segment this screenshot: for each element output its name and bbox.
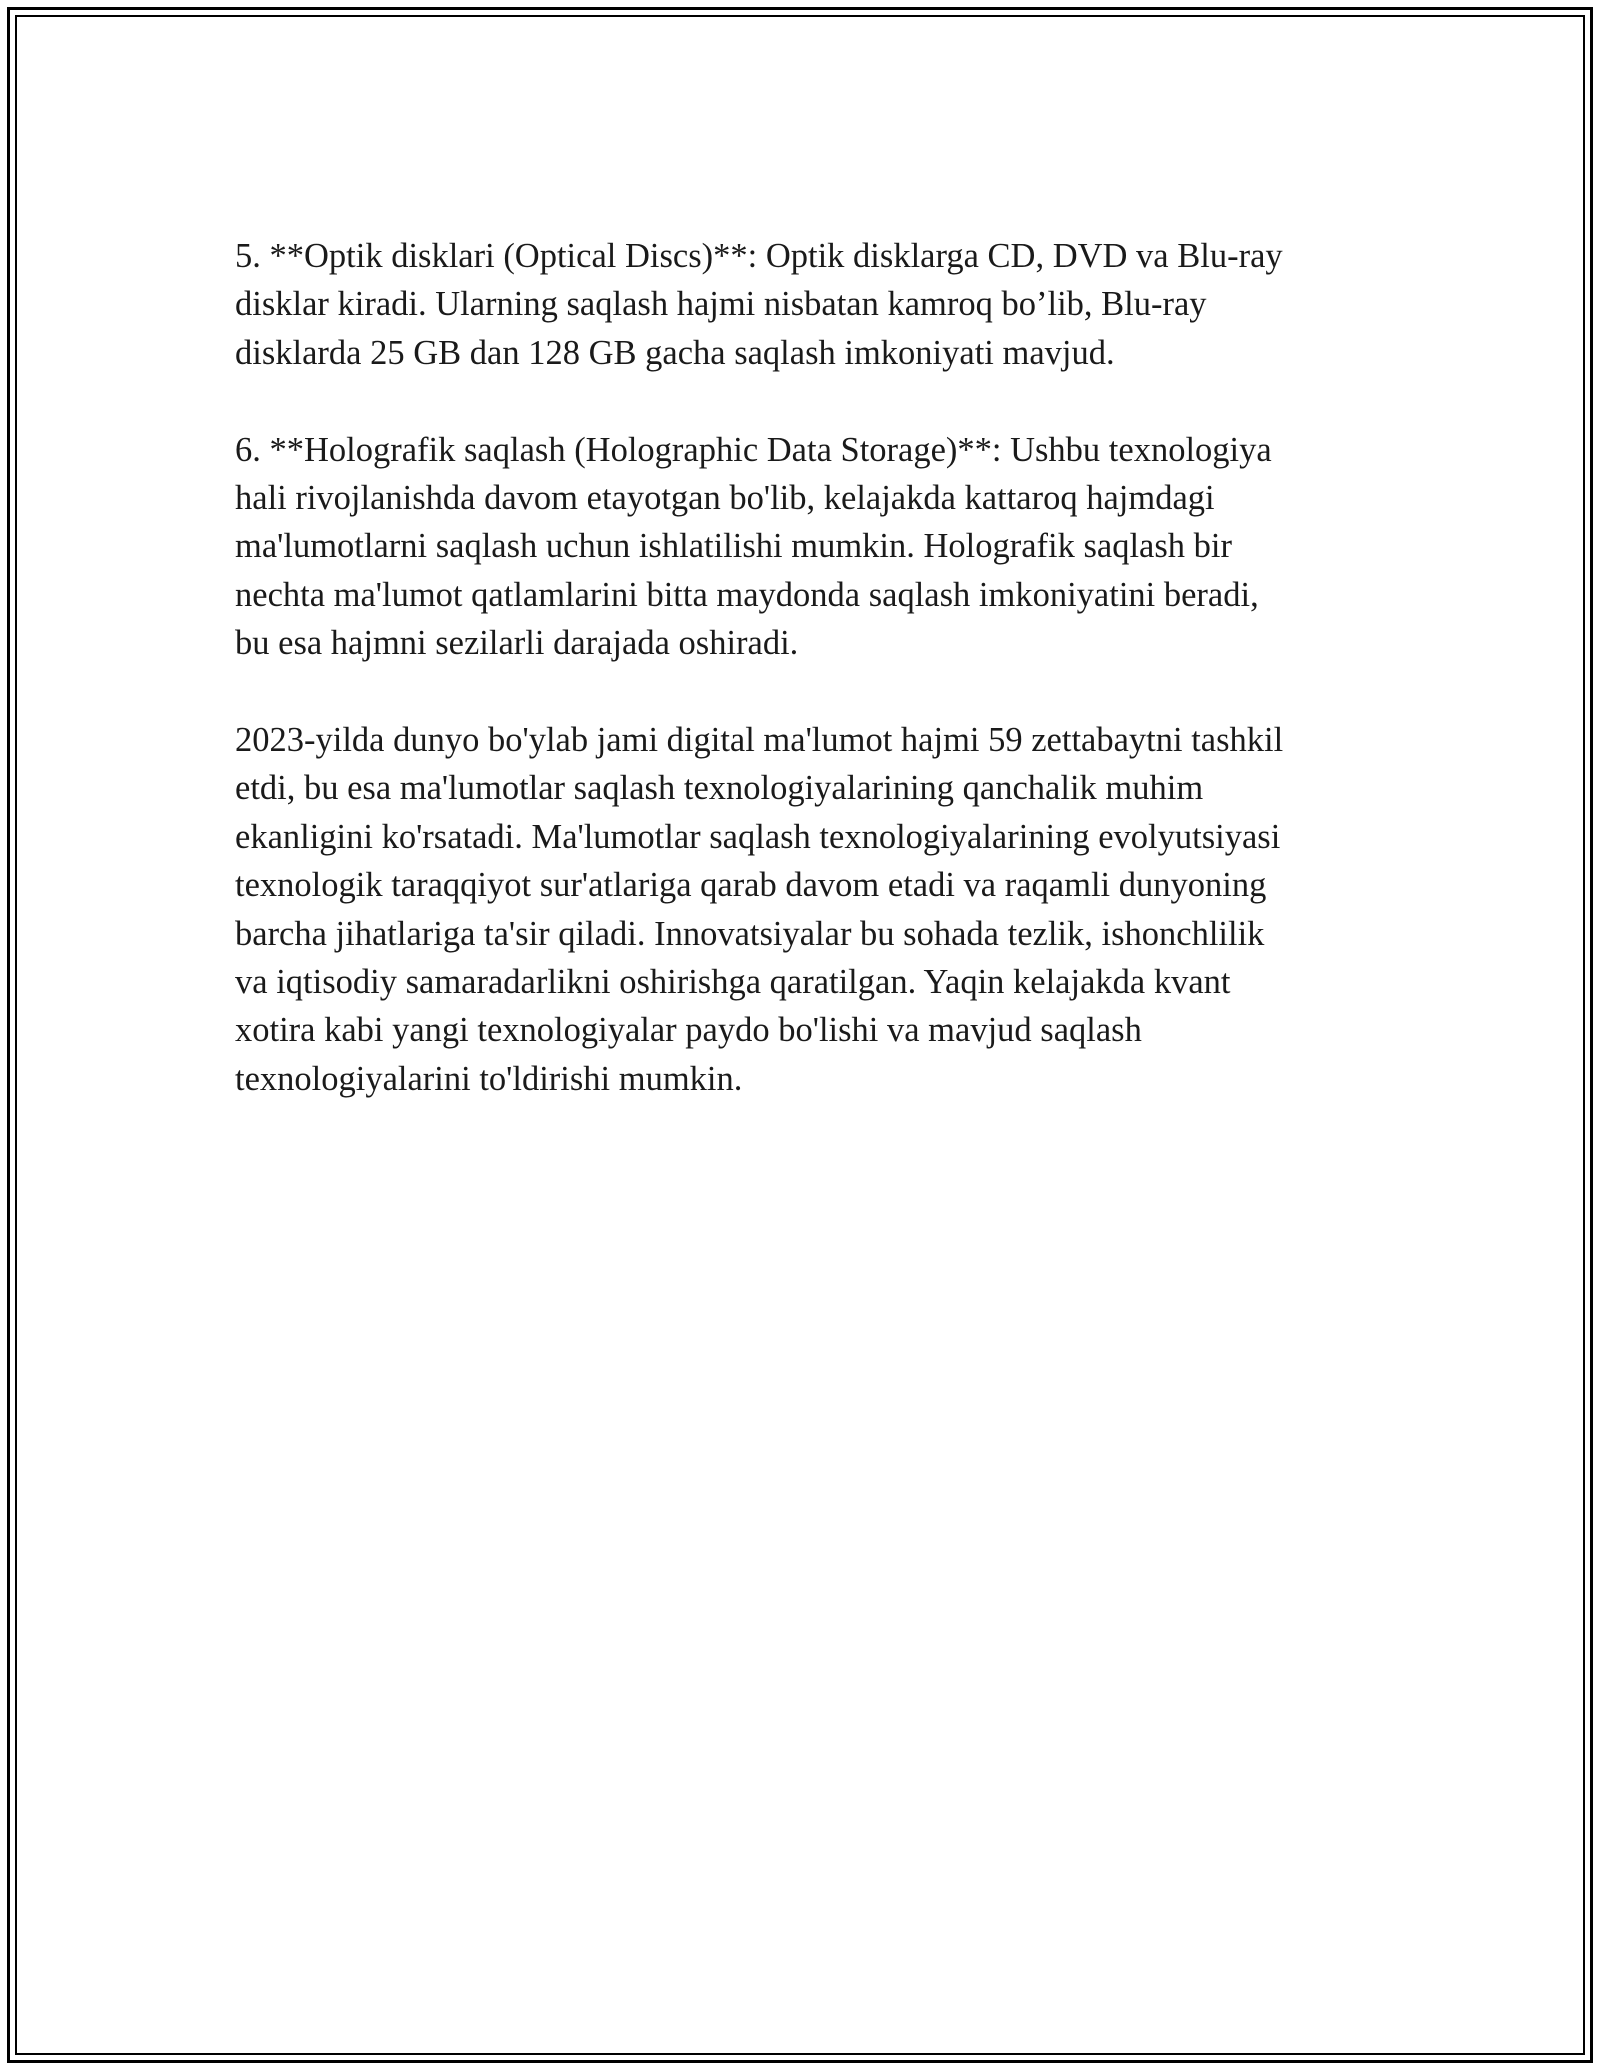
paragraph-summary: 2023-yilda dunyo bo'ylab jami digital ma'lumot hajmi 59 zettabaytni tashkil etdi, bu esa ma'lumotlar saqlash texnologiyalarining qanchalik muhim ekanligini ko'rsatadi. Ma'lumotlar saqlash texnologiyalarining evolyutsiyasi texnologik taraqqiyot sur'atlariga qarab davom etadi va raqamli dunyoning barcha jihatlariga ta'sir qiladi. Innovatsiyalar bu sohada tezlik, ishonchlilik va iqtisodiy samaradarlikni oshirishga qaratilgan. Yaqin kelajakda kvant xotira kabi yangi texnologiyalar paydo bo'lishi va mavjud saqlash texnologiyalarini to'ldirishi mumkin. xyxy=(235,721,1284,1098)
document-body xyxy=(235,232,1365,1152)
paragraph-optical-discs: 5. **Optik disklari (Optical Discs)**: Optik disklarga CD, DVD va Blu-ray disklar kiradi. Ularning saqlash hajmi nisbatan kamroq bo’lib, Blu-ray disklarda 25 GB dan 128 GB gacha saqlash imkoniyati mavjud. xyxy=(235,237,1283,372)
paragraph-holographic-storage: 6. **Holografik saqlash (Holographic Data Storage)**: Ushbu texnologiya hali rivojlanishda davom etayotgan bo'lib, kelajakda kattaroq hajmdagi ma'lumotlarni saqlash uchun ishlatilishi mumkin. Holografik saqlash bir nechta ma'lumot qatlamlarini bitta maydonda saqlash imkoniyatini beradi, bu esa hajmni sezilarli darajada oshiradi. xyxy=(235,430,1272,663)
